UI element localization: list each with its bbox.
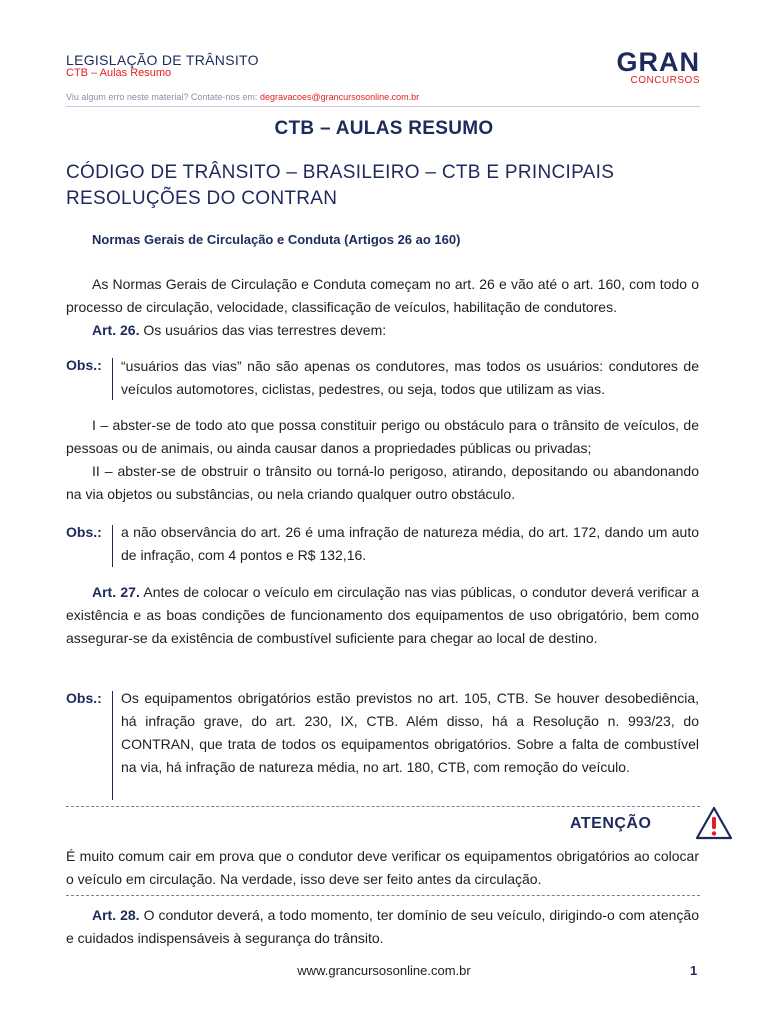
obs-label: Obs.: — [66, 690, 102, 706]
art27-text: Antes de colocar o veículo em circulação nas vias públicas, o condutor deverá verificar a existência e as boas condições de funcionamento dos equipamentos de uso obrigatório, bem como assegurar-se da existência de combustível suficiente para chegar ao local de destino. — [66, 584, 699, 646]
logo-concursos: CONCURSOS — [630, 75, 700, 86]
art28-paragraph — [66, 904, 699, 950]
art27-paragraph — [66, 581, 699, 650]
art26-text: Os usuários das vias terrestres devem: — [139, 322, 387, 338]
attention-text: É muito comum cair em prova que o condutor deve verificar os equipamentos obrigatórios ao colocar o veículo em circulação. Na verdade, isso deve ser feito antes da circulação. — [66, 848, 699, 887]
dashed-divider — [66, 895, 700, 896]
obs-bar — [112, 525, 113, 567]
page-number: 1 — [690, 963, 698, 978]
obs-text: a não observância do art. 26 é uma infração de natureza média, do art. 172, dando um auto de infração, com 4 pontos e R$ 132,16. — [121, 524, 699, 563]
art28-label: Art. 28. — [92, 907, 140, 923]
logo-gran: GRAN — [616, 47, 700, 77]
error-prompt: Viu algum erro neste material? Contate-nos em: — [66, 92, 258, 102]
intro-paragraph: As Normas Gerais de Circulação e Conduta começam no art. 26 e vão até o art. 160, com todo o processo de circulação, velocidade, classificação de veículos, habilitação de condutores. — [66, 276, 699, 315]
subsection-title: Normas Gerais de Circulação e Conduta (Artigos 26 ao 160) — [92, 232, 461, 247]
inciso-ii: II – abster-se de obstruir o trânsito ou torná-lo perigoso, atirando, depositando ou abandonando na via objetos ou substâncias, ou nela criando qualquer outro obstáculo. — [66, 463, 699, 502]
section-title: CÓDIGO DE TRÂNSITO – BRASILEIRO – CTB E PRINCIPAIS RESOLUÇÕES DO CONTRAN — [66, 162, 615, 209]
header-title: LEGISLAÇÃO DE TRÂNSITO — [66, 52, 259, 68]
obs-label: Obs.: — [66, 524, 102, 540]
obs-text: “usuários das vias” não são apenas os condutores, mas todos os usuários: condutores de veículos automotores, ciclistas, pedestres, ou seja, todos que utilizam as vias. — [121, 358, 699, 397]
attention-label: ATENÇÃO — [570, 815, 652, 832]
art26-label: Art. 26. — [92, 322, 140, 338]
obs-text: Os equipamentos obrigatórios estão previstos no art. 105, CTB. Se houver desobediência, há infração grave, do art. 230, IX, CTB. Além disso, há a Resolução n. 993/23, do CONTRAN, que trata de todos os equipamentos obrigatórios. Sobre a falta de combustível na via, há infração de natureza média, no art. 180, CTB, com remoção do veículo. — [121, 690, 699, 775]
inciso-i: I – abster-se de todo ato que possa constituir perigo ou obstáculo para o trânsito de veículos, de pessoas ou de animais, ou ainda causar danos a propriedades públicas ou privadas; — [66, 417, 699, 456]
header-divider — [66, 106, 700, 107]
dashed-divider — [66, 806, 700, 807]
error-email-link[interactable]: degravacoes@grancursosonline.com.br — [259, 92, 420, 102]
art28-text: O condutor deverá, a todo momento, ter domínio de seu veículo, dirigindo-o com atenção e cuidados indispensáveis à segurança do trânsito. — [66, 907, 700, 946]
obs-bar — [112, 691, 113, 800]
obs-label: Obs.: — [66, 357, 102, 373]
obs-bar — [112, 358, 113, 400]
main-title: CTB – AULAS RESUMO — [274, 118, 494, 139]
error-notice — [66, 92, 419, 102]
footer-url: www.grancursosonline.com.br — [297, 963, 471, 978]
art26-paragraph — [66, 319, 699, 342]
header-subtitle: CTB – Aulas Resumo — [66, 67, 172, 79]
art27-label: Art. 27. — [92, 584, 140, 600]
warning-icon — [694, 805, 734, 841]
gran-logo — [600, 48, 704, 88]
